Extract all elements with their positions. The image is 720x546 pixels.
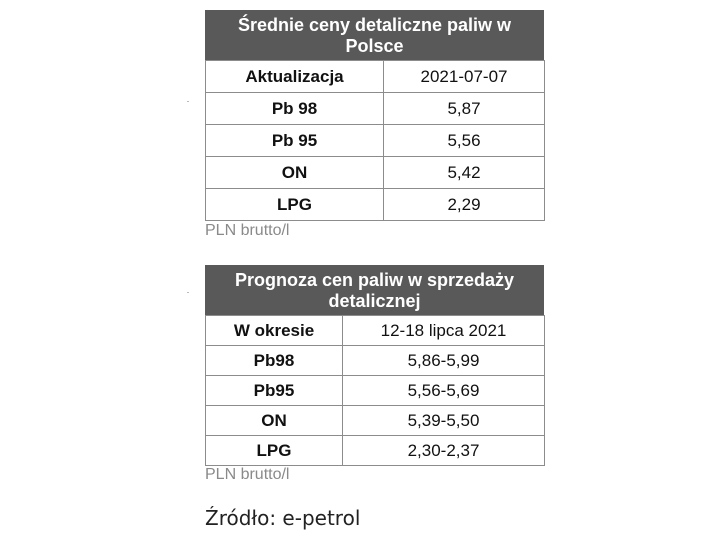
table-row [206,406,545,436]
fuel-name: Pb 98 [206,93,384,125]
table-row [206,376,545,406]
fuel-name: Pb 95 [206,125,384,157]
forecast-title: Prognoza cen paliw w sprzedaży detalicznej [205,265,544,315]
source-caption: Źródło: e-petrol [205,506,361,530]
table-row [206,346,545,376]
period-value: 12-18 lipca 2021 [343,316,545,346]
period-label: W okresie [206,316,343,346]
table-header-row [206,316,545,346]
fuel-price-range: 5,39-5,50 [343,406,545,436]
update-label: Aktualizacja [206,61,384,93]
fuel-price: 5,56 [384,125,545,157]
fuel-name: LPG [206,189,384,221]
fuel-price: 2,29 [384,189,545,221]
table-row [206,93,545,125]
table-row [206,125,545,157]
fuel-price: 5,87 [384,93,545,125]
table-header-row [206,61,545,93]
fuel-price-range: 5,56-5,69 [343,376,545,406]
fuel-name: ON [206,406,343,436]
forecast-table [205,265,544,466]
forecast-unit-note: PLN brutto/l [205,466,290,483]
table-row [206,157,545,189]
stray-dot [187,292,189,293]
table-row [206,436,545,466]
current-prices-table [205,10,544,221]
fuel-price-range: 5,86-5,99 [343,346,545,376]
fuel-name: ON [206,157,384,189]
current-prices-unit-note: PLN brutto/l [205,222,290,239]
fuel-price: 5,42 [384,157,545,189]
update-date: 2021-07-07 [384,61,545,93]
fuel-price-range: 2,30-2,37 [343,436,545,466]
stray-dot [187,101,189,102]
fuel-name: LPG [206,436,343,466]
fuel-name: Pb98 [206,346,343,376]
fuel-name: Pb95 [206,376,343,406]
current-prices-title: Średnie ceny detaliczne paliw w Polsce [205,10,544,60]
table-row [206,189,545,221]
